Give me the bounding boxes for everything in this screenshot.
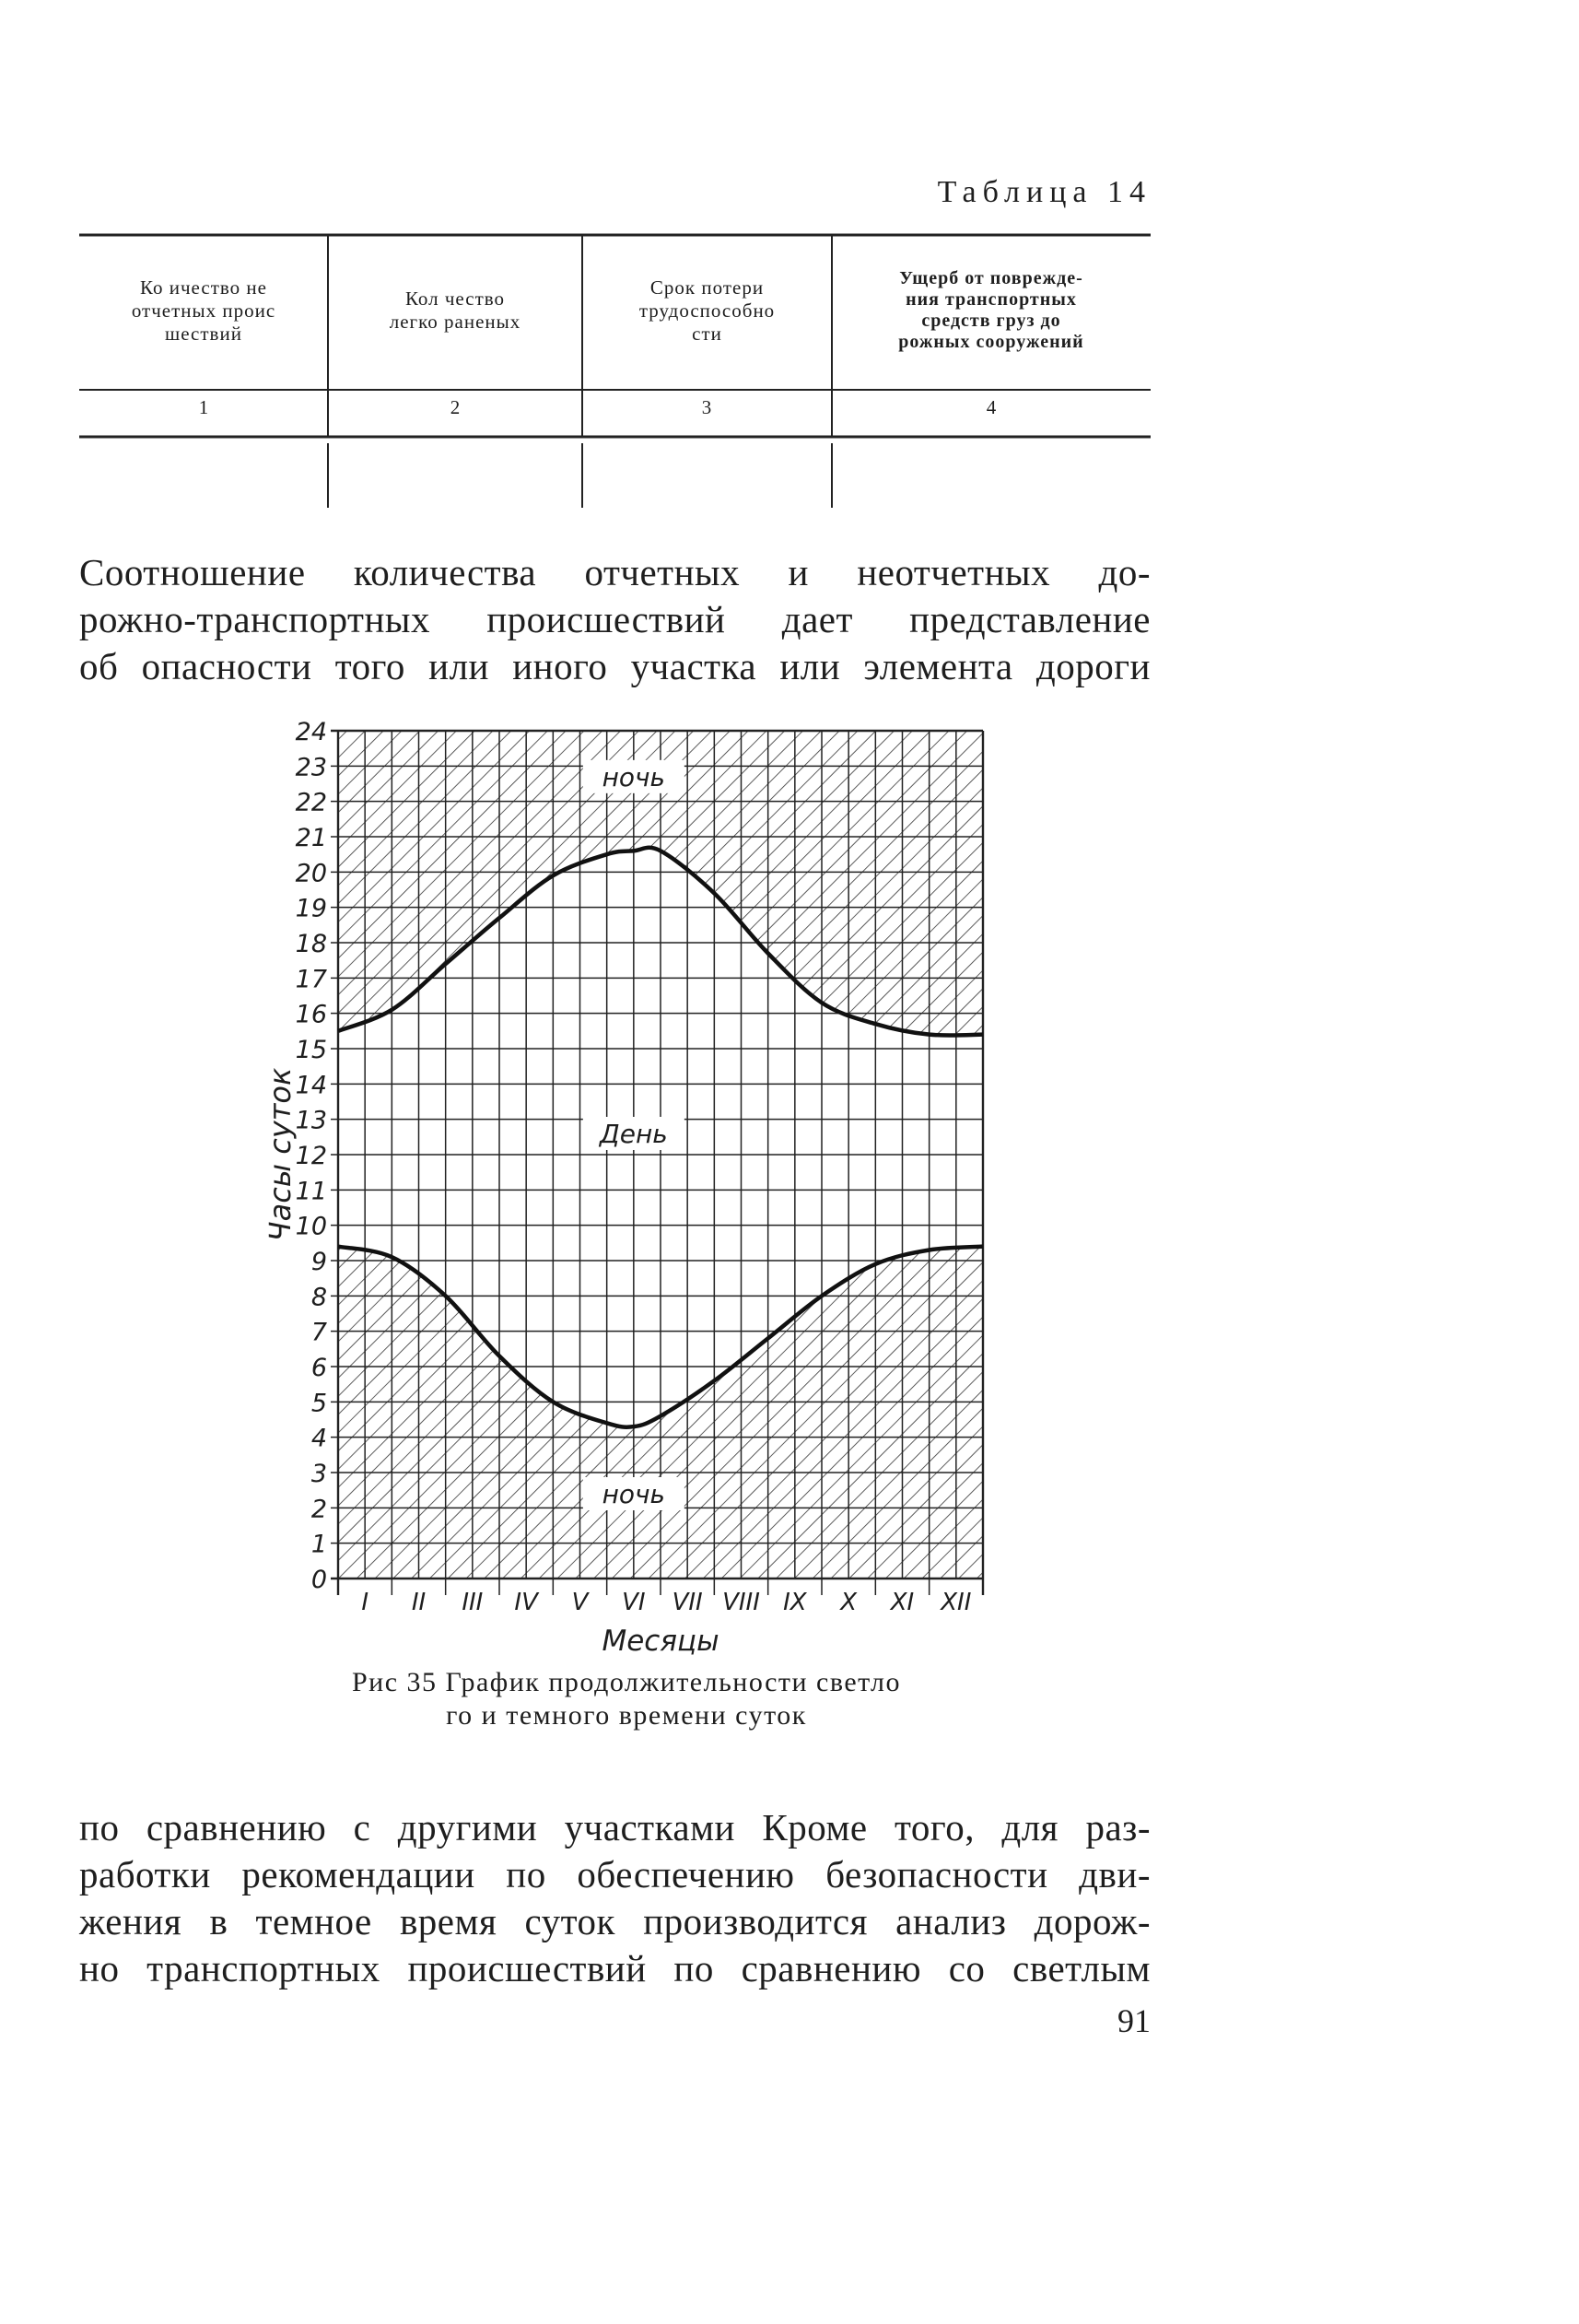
paragraph-line: рожно-транспортных происшествий дает представление xyxy=(79,598,1151,640)
table-header-4: Ущерб от поврежде- ния транспортных средств груз до рожных сооружений xyxy=(898,268,1084,352)
y-tick-label: 10 xyxy=(295,1212,327,1241)
y-tick-label: 19 xyxy=(295,894,327,923)
y-tick-label: 17 xyxy=(295,965,327,994)
y-tick-label: 14 xyxy=(295,1071,327,1100)
paragraph-line: но транспортных происшествий по сравнению со светлым xyxy=(79,1947,1151,1989)
y-tick-label: 7 xyxy=(310,1318,327,1347)
table-col-number-2: 2 xyxy=(450,396,461,418)
table-col-number-3: 3 xyxy=(701,396,712,418)
figure-caption-line: го и темного времени суток xyxy=(446,1700,807,1731)
x-tick-label: X xyxy=(840,1589,858,1616)
x-tick-label: V xyxy=(571,1589,589,1616)
y-tick-label: 1 xyxy=(310,1530,327,1559)
y-tick-label: 20 xyxy=(295,859,327,888)
label-text: День xyxy=(599,1119,668,1149)
x-tick-label: XI xyxy=(890,1589,915,1616)
y-tick-label: 4 xyxy=(310,1424,327,1453)
y-tick-label: 13 xyxy=(295,1106,327,1135)
page-number: 91 xyxy=(1117,2002,1151,2039)
x-axis-label: Месяцы xyxy=(602,1625,719,1658)
table-caption: Таблица 14 xyxy=(937,175,1152,209)
table-header-2: Кол чество легко раненых xyxy=(389,288,521,333)
table-header-3: Срок потери трудоспособно сти xyxy=(638,276,776,345)
x-tick-label: XII xyxy=(941,1589,972,1616)
paragraph-line: работки рекомендации по обеспечению безопасности дви- xyxy=(79,1853,1151,1896)
night-label-bottom xyxy=(583,1477,684,1510)
paragraph-2 xyxy=(79,1804,1151,1992)
y-tick-label: 24 xyxy=(295,718,327,746)
y-tick-label: 22 xyxy=(295,788,327,817)
x-tick-label: III xyxy=(462,1589,484,1616)
night-label-top xyxy=(583,760,684,793)
paragraph-line: по сравнению с другими участками Кроме того, для раз- xyxy=(79,1806,1151,1849)
y-tick-label: 5 xyxy=(310,1389,327,1418)
table-header-1: Ко ичество не отчетных проис шествий xyxy=(131,276,276,345)
y-tick-label: 23 xyxy=(295,753,327,782)
y-tick-label: 0 xyxy=(310,1566,327,1594)
x-tick-label: IX xyxy=(783,1589,807,1616)
table-col-number-4: 4 xyxy=(986,396,997,418)
x-tick-label: VII xyxy=(672,1589,703,1616)
figure-caption xyxy=(267,1666,986,1732)
y-axis-label: Часы суток xyxy=(263,1067,298,1242)
figure-caption-line: Рис 35 График продолжительности светло xyxy=(351,1667,902,1697)
paragraph-line: жения в темное время суток производится анализ дорож- xyxy=(79,1900,1151,1943)
y-tick-label: 21 xyxy=(295,824,327,852)
label-text: ночь xyxy=(602,761,666,792)
y-tick-label: 9 xyxy=(310,1248,327,1276)
y-tick-label: 3 xyxy=(310,1460,327,1488)
y-tick-label: 16 xyxy=(295,1000,327,1029)
y-tick-label: 18 xyxy=(295,930,327,958)
y-tick-label: 15 xyxy=(295,1036,327,1064)
y-tick-label: 12 xyxy=(295,1142,327,1170)
y-tick-label: 8 xyxy=(310,1283,327,1312)
paragraph-1 xyxy=(79,549,1151,690)
x-tick-label: IV xyxy=(514,1589,538,1616)
daylight-chart xyxy=(263,718,1004,1658)
day-label xyxy=(583,1117,684,1150)
y-tick-label: 11 xyxy=(295,1177,327,1206)
label-text: ночь xyxy=(602,1479,666,1509)
paragraph-line: Соотношение количества отчетных и неотчетных до- xyxy=(79,551,1151,593)
y-tick-label: 2 xyxy=(310,1495,327,1524)
x-tick-label: VIII xyxy=(722,1589,760,1616)
paragraph-line: об опасности того или иного участка или элемента дороги xyxy=(79,645,1151,687)
x-tick-label: I xyxy=(361,1589,369,1616)
y-tick-label: 6 xyxy=(310,1354,327,1382)
x-tick-label: II xyxy=(411,1589,427,1616)
table-col-number-1: 1 xyxy=(198,396,209,418)
x-tick-label: VI xyxy=(622,1589,646,1616)
